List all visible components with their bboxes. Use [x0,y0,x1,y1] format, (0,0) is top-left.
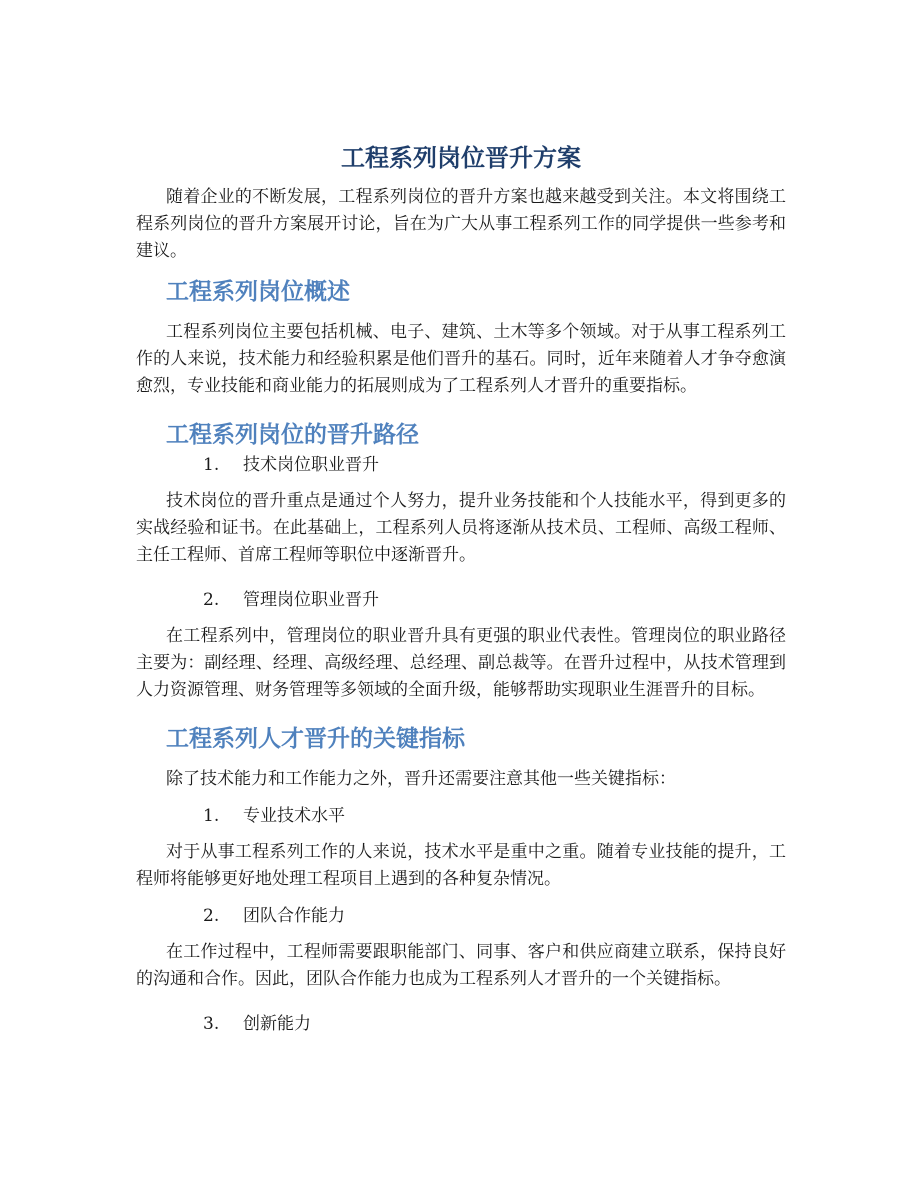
list-item [136,452,786,478]
section-heading-promotion-path: 工程系列岗位的晋升路径 [166,422,419,448]
list-label: 管理岗位职业晋升 [243,590,379,610]
document-page [136,140,786,1037]
list-number: 3. [203,1014,220,1034]
list-label: 团队合作能力 [243,906,345,926]
list-item [136,903,786,929]
section-heading-key-indicators: 工程系列人才晋升的关键指标 [166,726,465,752]
key-indicators-intro: 除了技术能力和工作能力之外，晋升还需要注意其他一些关键指标： [166,769,676,789]
list-number: 2. [203,906,220,926]
list-number: 2. [203,590,220,610]
list-label: 创新能力 [243,1014,311,1034]
document-title: 工程系列岗位晋升方案 [341,144,581,172]
list-label: 专业技术水平 [243,806,345,826]
list-number: 1. [203,806,220,826]
teamwork-paragraph: 在工作过程中，工程师需要跟职能部门、同事、客户和供应商建立联系，保持良好的沟通和合作。因此，团队合作能力也成为工程系列人才晋升的一个关键指标。 [136,942,786,989]
technical-level-paragraph: 对于从事工程系列工作的人来说，技术水平是重中之重。随着专业技能的提升，工程师将能够更好地处理工程项目上遇到的各种复杂情况。 [136,842,786,889]
tech-path-paragraph: 技术岗位的晋升重点是通过个人努力，提升业务技能和个人技能水平，得到更多的实战经验和证书。在此基础上，工程系列人员将逐渐从技术员、工程师、高级工程师、主任工程师、首席工程师等职位中逐渐晋升。 [136,491,786,565]
list-item [136,1011,786,1037]
list-item [136,803,786,829]
list-label: 技术岗位职业晋升 [243,455,379,475]
management-path-paragraph: 在工程系列中，管理岗位的职业晋升具有更强的职业代表性。管理岗位的职业路径主要为：副经理、经理、高级经理、总经理、副总裁等。在晋升过程中，从技术管理到人力资源管理、财务管理等多领域的全面升级，能够帮助实现职业生涯晋升的目标。 [136,626,786,700]
section-heading-overview: 工程系列岗位概述 [166,279,350,305]
list-item [136,587,786,613]
list-number: 1. [203,455,220,475]
overview-paragraph: 工程系列岗位主要包括机械、电子、建筑、土木等多个领域。对于从事工程系列工作的人来说，技术能力和经验积累是他们晋升的基石。同时，近年来随着人才争夺愈演愈烈，专业技能和商业能力的拓展则成为了工程系列人才晋升的重要指标。 [136,322,786,396]
intro-paragraph: 随着企业的不断发展，工程系列岗位的晋升方案也越来越受到关注。本文将围绕工程系列岗位的晋升方案展开讨论，旨在为广大从事工程系列工作的同学提供一些参考和建议。 [136,187,786,261]
